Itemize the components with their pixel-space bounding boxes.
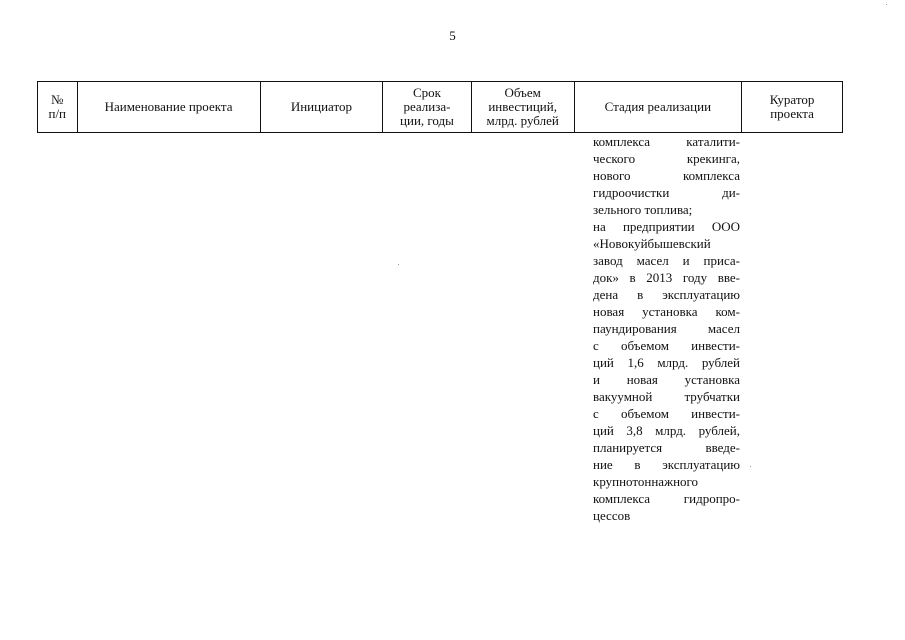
scan-speck	[750, 466, 751, 467]
stage-line: с объемом инвести-	[593, 406, 740, 421]
stage-line: комплекса каталити-	[593, 134, 740, 149]
header-project-name: Наименование проекта	[77, 82, 260, 133]
header-curator: Куратор проекта	[742, 82, 843, 133]
header-stage: Стадия реализации	[574, 82, 741, 133]
header-initiator: Инициатор	[260, 82, 383, 133]
projects-table-header	[37, 81, 843, 133]
stage-line: крупнотоннажного	[593, 474, 699, 489]
stage-line: завод масел и приса-	[593, 253, 740, 268]
stage-line: дена в эксплуатацию	[593, 287, 740, 302]
page-number: 5	[449, 28, 456, 43]
stage-line: планируется введе-	[593, 440, 740, 455]
stage-line: цессов	[593, 508, 631, 523]
stage-line: на предприятии ООО	[593, 219, 740, 234]
stage-text-block	[593, 133, 740, 524]
stage-line: гидроочистки ди-	[593, 185, 740, 200]
header-investment: Объем инвестиций, млрд. рублей	[471, 82, 574, 133]
header-row	[38, 82, 843, 133]
scan-speck	[398, 264, 399, 265]
stage-line: зельного топлива;	[593, 202, 693, 217]
scan-speck	[886, 4, 887, 5]
stage-line: вакуумной трубчатки	[593, 389, 740, 404]
stage-line: и новая установка	[593, 372, 740, 387]
stage-line: паундирования масел	[593, 321, 740, 336]
stage-line: ций 1,6 млрд. рублей	[593, 355, 740, 370]
stage-line: комплекса гидропро-	[593, 491, 740, 506]
header-term: Срок реализа- ции, годы	[383, 82, 471, 133]
stage-line: ние в эксплуатацию	[593, 457, 740, 472]
stage-line: ческого крекинга,	[593, 151, 740, 166]
stage-line: ций 3,8 млрд. рублей,	[593, 423, 740, 438]
stage-line: «Новокуйбышевский	[593, 236, 711, 251]
header-number: № п/п	[38, 82, 78, 133]
stage-line: нового комплекса	[593, 168, 740, 183]
stage-line: док» в 2013 году вве-	[593, 270, 740, 285]
stage-line: с объемом инвести-	[593, 338, 740, 353]
stage-line: новая установка ком-	[593, 304, 740, 319]
